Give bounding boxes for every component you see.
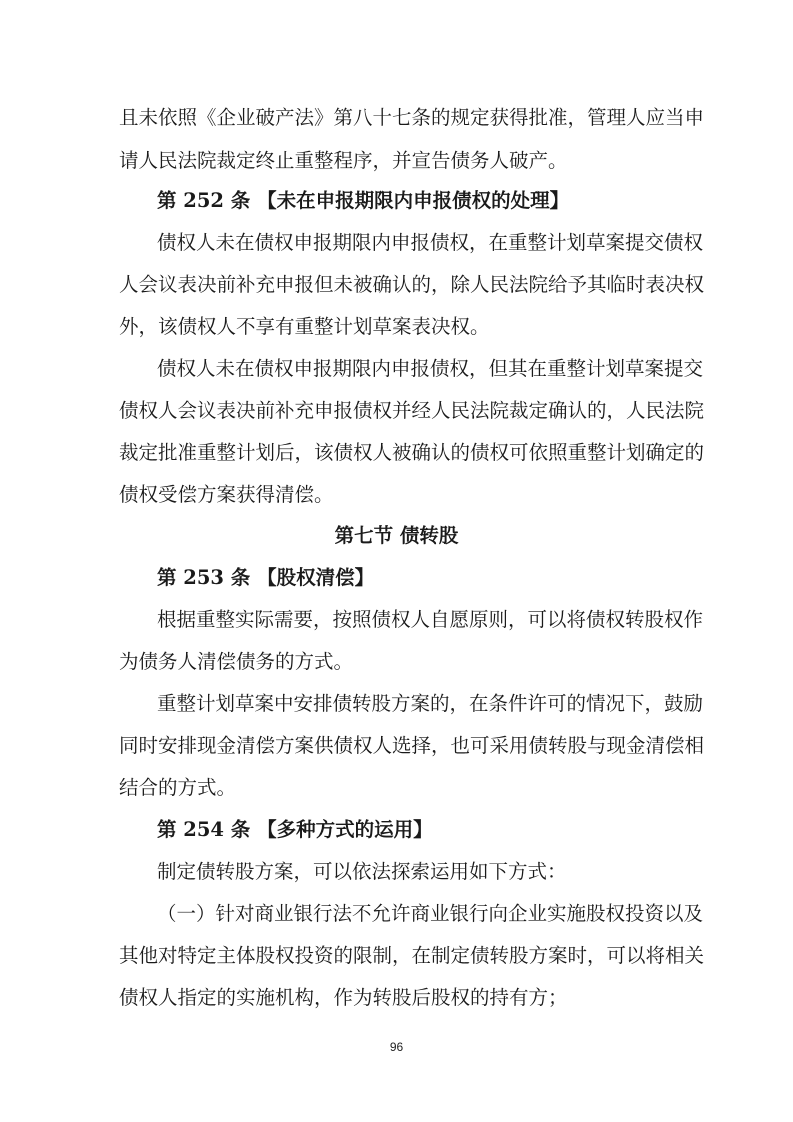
paragraph-line: 重整计划草案中安排债转股方案的，在条件许可的情况下，鼓励 [157, 692, 704, 715]
paragraph-line: 裁定批准重整计划后，该债权人被确认的债权可依照重整计划确定的 [119, 441, 705, 464]
paragraph-line: 债权人指定的实施机构，作为转股后股权的持有方； [119, 986, 568, 1009]
page-number: 96 [389, 1040, 404, 1054]
paragraph-line: 为债务人清偿债务的方式。 [119, 650, 354, 673]
paragraph-line: 外，该债权人不享有重整计划草案表决权。 [119, 315, 490, 338]
paragraph-line: 人会议表决前补充申报但未被确认的，除人民法院给予其临时表决权 [119, 273, 705, 296]
paragraph-line: 其他对特定主体股权投资的限制，在制定债转股方案时，可以将相关 [119, 944, 705, 967]
paragraph-line: 请人民法院裁定终止重整程序，并宣告债务人破产。 [119, 149, 568, 172]
paragraph-line: （一）针对商业银行法不允许商业银行向企业实施股权投资以及 [157, 902, 704, 925]
paragraph-line: 债权人未在债权申报期限内申报债权，但其在重整计划草案提交 [157, 357, 704, 380]
paragraph-line: 且未依照《企业破产法》第八十七条的规定获得批准，管理人应当申 [119, 106, 705, 129]
paragraph-line: 同时安排现金清偿方案供债权人选择，也可采用债转股与现金清偿相 [119, 734, 705, 757]
article-252-heading: 第 252 条 【未在申报期限内申报债权的处理】 [157, 189, 570, 212]
paragraph-line: 根据重整实际需要，按照债权人自愿原则，可以将债权转股权作 [157, 608, 704, 631]
paragraph-line: 债权人未在债权申报期限内申报债权，在重整计划草案提交债权 [157, 231, 704, 254]
paragraph-line: 结合的方式。 [119, 776, 237, 799]
paragraph-line: 债权受偿方案获得清偿。 [119, 483, 334, 506]
article-254-heading: 第 254 条 【多种方式的运用】 [157, 818, 433, 841]
paragraph-line: 制定债转股方案，可以依法探索运用如下方式： [157, 860, 567, 883]
section-title: 第七节 债转股 [334, 524, 459, 547]
article-253-heading: 第 253 条 【股权清偿】 [157, 566, 375, 589]
paragraph-line: 债权人会议表决前补充申报债权并经人民法院裁定确认的，人民法院 [119, 399, 705, 422]
